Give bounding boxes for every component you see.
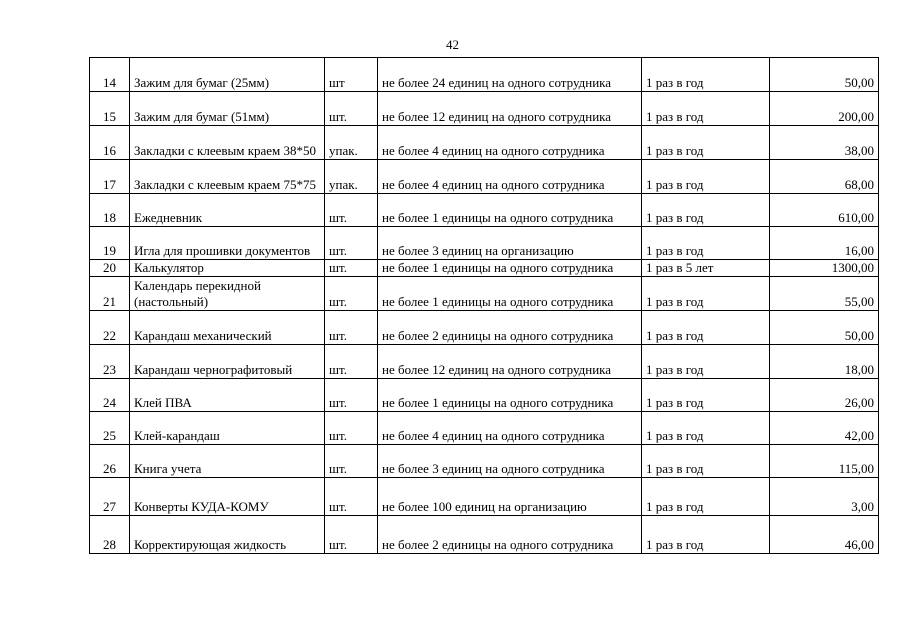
- item-unit: шт.: [325, 92, 378, 126]
- row-number: 27: [90, 478, 130, 516]
- item-norm: не более 3 единиц на одного сотрудника: [378, 445, 642, 478]
- item-price: 38,00: [770, 126, 879, 160]
- item-name: Книга учета: [130, 445, 325, 478]
- item-name: Игла для прошивки документов: [130, 227, 325, 260]
- item-norm: не более 4 единиц на одного сотрудника: [378, 412, 642, 445]
- item-frequency: 1 раз в год: [642, 516, 770, 554]
- item-name: Карандаш механический: [130, 311, 325, 345]
- item-frequency: 1 раз в год: [642, 445, 770, 478]
- item-unit: упак.: [325, 126, 378, 160]
- item-norm: не более 24 единиц на одного сотрудника: [378, 58, 642, 92]
- item-price: 42,00: [770, 412, 879, 445]
- item-price: 3,00: [770, 478, 879, 516]
- table-row: [90, 58, 879, 92]
- item-unit: шт.: [325, 260, 378, 277]
- table-row: [90, 277, 879, 311]
- item-frequency: 1 раз в год: [642, 92, 770, 126]
- row-number: 28: [90, 516, 130, 554]
- item-norm: не более 1 единицы на одного сотрудника: [378, 260, 642, 277]
- table-row: [90, 126, 879, 160]
- item-frequency: 1 раз в год: [642, 194, 770, 227]
- row-number: 19: [90, 227, 130, 260]
- item-price: 46,00: [770, 516, 879, 554]
- item-unit: шт.: [325, 345, 378, 379]
- item-unit: шт.: [325, 194, 378, 227]
- item-unit: шт.: [325, 412, 378, 445]
- item-name: Конверты КУДА-КОМУ: [130, 478, 325, 516]
- item-price: 55,00: [770, 277, 879, 311]
- item-price: 50,00: [770, 58, 879, 92]
- item-frequency: 1 раз в год: [642, 227, 770, 260]
- table-row: [90, 92, 879, 126]
- row-number: 26: [90, 445, 130, 478]
- table-row: [90, 160, 879, 194]
- item-frequency: 1 раз в год: [642, 345, 770, 379]
- item-name: Зажим для бумаг (25мм): [130, 58, 325, 92]
- item-price: 200,00: [770, 92, 879, 126]
- item-name: Корректирующая жидкость: [130, 516, 325, 554]
- item-name: Закладки с клеевым краем 75*75: [130, 160, 325, 194]
- item-price: 18,00: [770, 345, 879, 379]
- item-frequency: 1 раз в год: [642, 311, 770, 345]
- item-price: 610,00: [770, 194, 879, 227]
- item-price: 26,00: [770, 379, 879, 412]
- item-frequency: 1 раз в год: [642, 478, 770, 516]
- item-price: 1300,00: [770, 260, 879, 277]
- item-norm: не более 12 единиц на одного сотрудника: [378, 345, 642, 379]
- table-row: [90, 478, 879, 516]
- item-unit: шт.: [325, 478, 378, 516]
- item-norm: не более 3 единиц на организацию: [378, 227, 642, 260]
- item-norm: не более 2 единицы на одного сотрудника: [378, 516, 642, 554]
- row-number: 25: [90, 412, 130, 445]
- table-row: [90, 379, 879, 412]
- item-frequency: 1 раз в год: [642, 379, 770, 412]
- item-norm: не более 1 единицы на одного сотрудника: [378, 277, 642, 311]
- item-price: 68,00: [770, 160, 879, 194]
- item-norm: не более 1 единицы на одного сотрудника: [378, 194, 642, 227]
- row-number: 21: [90, 277, 130, 311]
- item-name: Клей ПВА: [130, 379, 325, 412]
- item-frequency: 1 раз в год: [642, 160, 770, 194]
- table-row: [90, 194, 879, 227]
- table-row: [90, 412, 879, 445]
- item-unit: шт.: [325, 445, 378, 478]
- table-row: [90, 227, 879, 260]
- item-name: Карандаш чернографитовый: [130, 345, 325, 379]
- table-row: [90, 311, 879, 345]
- supplies-table: [89, 57, 879, 554]
- item-price: 50,00: [770, 311, 879, 345]
- item-price: 115,00: [770, 445, 879, 478]
- item-norm: не более 4 единиц на одного сотрудника: [378, 160, 642, 194]
- item-unit: шт: [325, 58, 378, 92]
- item-price: 16,00: [770, 227, 879, 260]
- item-frequency: 1 раз в год: [642, 58, 770, 92]
- page-number: 42: [446, 37, 459, 52]
- row-number: 20: [90, 260, 130, 277]
- row-number: 17: [90, 160, 130, 194]
- item-unit: шт.: [325, 227, 378, 260]
- item-name: Клей-карандаш: [130, 412, 325, 445]
- item-name: Зажим для бумаг (51мм): [130, 92, 325, 126]
- row-number: 24: [90, 379, 130, 412]
- item-unit: шт.: [325, 311, 378, 345]
- item-frequency: 1 раз в год: [642, 277, 770, 311]
- item-unit: шт.: [325, 277, 378, 311]
- row-number: 23: [90, 345, 130, 379]
- item-norm: не более 2 единицы на одного сотрудника: [378, 311, 642, 345]
- item-norm: не более 1 единицы на одного сотрудника: [378, 379, 642, 412]
- item-norm: не более 100 единиц на организацию: [378, 478, 642, 516]
- row-number: 15: [90, 92, 130, 126]
- item-norm: не более 4 единиц на одного сотрудника: [378, 126, 642, 160]
- table-row: [90, 345, 879, 379]
- item-norm: не более 12 единиц на одного сотрудника: [378, 92, 642, 126]
- item-unit: шт.: [325, 379, 378, 412]
- item-frequency: 1 раз в 5 лет: [642, 260, 770, 277]
- row-number: 16: [90, 126, 130, 160]
- item-frequency: 1 раз в год: [642, 126, 770, 160]
- item-name: Ежедневник: [130, 194, 325, 227]
- table-row: [90, 260, 879, 277]
- row-number: 14: [90, 58, 130, 92]
- table-row: [90, 445, 879, 478]
- item-unit: упак.: [325, 160, 378, 194]
- item-name: Калькулятор: [130, 260, 325, 277]
- item-name: Календарь перекидной (настольный): [130, 277, 325, 311]
- item-unit: шт.: [325, 516, 378, 554]
- row-number: 22: [90, 311, 130, 345]
- item-name: Закладки с клеевым краем 38*50: [130, 126, 325, 160]
- item-frequency: 1 раз в год: [642, 412, 770, 445]
- row-number: 18: [90, 194, 130, 227]
- table-row: [90, 516, 879, 554]
